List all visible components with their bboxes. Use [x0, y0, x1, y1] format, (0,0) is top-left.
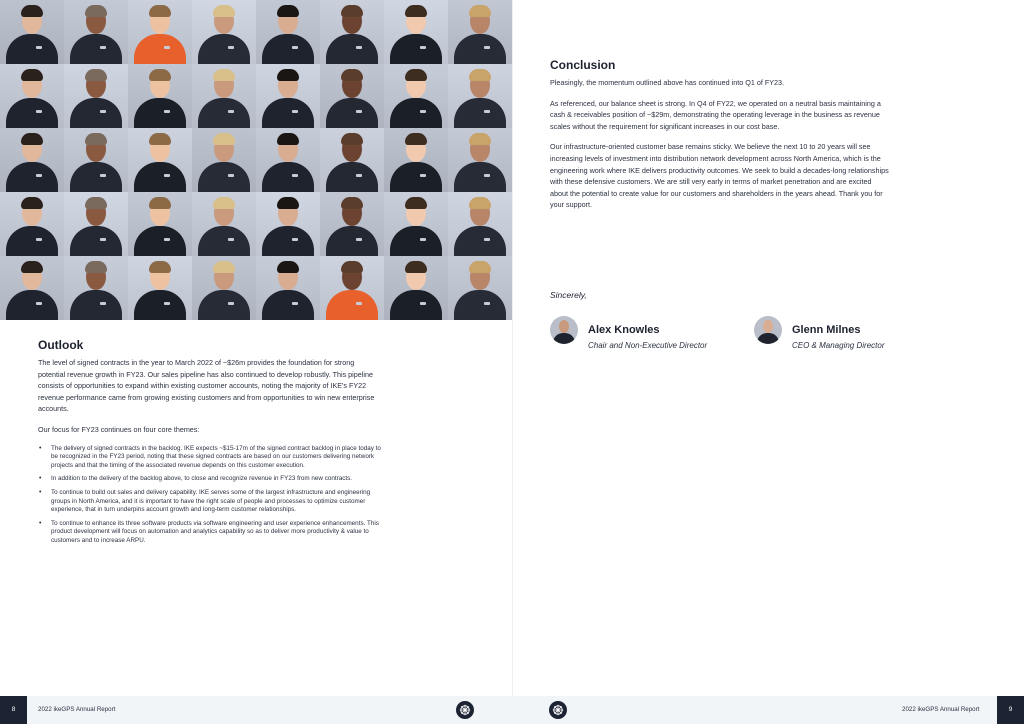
team-portrait: [384, 256, 448, 320]
bullet-icon: •: [39, 519, 42, 527]
list-item-text: To continue to enhance its three software products via software engineering and user experience enhancements. This product development will focus on automation and analytics capability so as to deliver more productivity & value to customers and to increase ARPU.: [51, 519, 379, 544]
compass-logo-icon: [549, 701, 567, 719]
team-portrait: [320, 128, 384, 192]
team-portrait: [128, 0, 192, 64]
team-portrait: [384, 128, 448, 192]
outlook-paragraph-1: The level of signed contracts in the year to March 2022 of ~$26m provides the foundation for strong potential revenue growth in FY23. Our sales pipeline has also continued to develop robustly. This pipeline consists of opportunities to expand within existing customer accounts, noting the majority of IKE's FY22 revenue performance came from growing existing customers and from opportunities to win new enterprise accounts.: [38, 358, 375, 414]
team-photo-grid: [0, 0, 512, 320]
team-portrait: [64, 0, 128, 64]
team-portrait: [128, 64, 192, 128]
team-portrait: [0, 256, 64, 320]
team-portrait: [256, 128, 320, 192]
team-portrait: [192, 64, 256, 128]
list-item-text: The delivery of signed contracts in the backlog. IKE expects ~$15-17m of the signed contract backlog in place today to be recognized in the FY23 period, noting that these signed contracts are based on our customers delivering network projects and that the timing of the associated revenue depends on this customer execution.: [51, 444, 381, 469]
page-number-right: 9: [997, 696, 1024, 724]
team-portrait: [128, 192, 192, 256]
team-portrait: [0, 0, 64, 64]
team-portrait: [256, 64, 320, 128]
team-portrait: [320, 192, 384, 256]
team-portrait: [384, 64, 448, 128]
footer-report-title-left: 2022 ikeGPS Annual Report: [38, 706, 116, 713]
conclusion-paragraph-3: Our infrastructure-oriented customer base remains sticky. We believe the next 10 to 20 years will see increasing levels of investment into distribution network development across North America, which is the engineering work where IKE delivers productivity outcomes. We seek to build a decades-long relationships with these defensive customers. We are still very early in terms of market penetration and are excited about the potential to create value for our customers and shareholders in the years ahead. Thank you for your support.: [550, 142, 889, 210]
team-portrait: [192, 256, 256, 320]
team-portrait: [448, 64, 512, 128]
list-item-text: In addition to the delivery of the backlog above, to close and recognize revenue in FY23 from new contracts.: [51, 475, 353, 483]
team-portrait: [192, 0, 256, 64]
signatory-title: Chair and Non-Executive Director: [588, 341, 708, 350]
footer-report-title-right: 2022 ikeGPS Annual Report: [902, 706, 980, 713]
sincerely-text: Sincerely,: [550, 290, 587, 300]
team-portrait: [384, 0, 448, 64]
team-portrait: [448, 256, 512, 320]
compass-logo-icon: [456, 701, 474, 719]
signatory-glenn-milnes: [754, 316, 954, 348]
team-portrait: [448, 0, 512, 64]
outlook-section: [38, 338, 383, 551]
bullet-icon: •: [39, 444, 42, 452]
team-portrait: [256, 192, 320, 256]
team-portrait: [0, 128, 64, 192]
list-item: [38, 475, 383, 484]
team-portrait: [192, 128, 256, 192]
avatar: [550, 316, 578, 344]
team-portrait: [256, 256, 320, 320]
team-portrait: [448, 128, 512, 192]
avatar: [754, 316, 782, 344]
list-item: [38, 489, 383, 515]
conclusion-section: [550, 58, 890, 220]
team-portrait: [192, 192, 256, 256]
team-portrait: [320, 0, 384, 64]
team-portrait: [64, 64, 128, 128]
page-footer: [0, 696, 1024, 724]
outlook-themes-list: [38, 445, 383, 546]
team-portrait: [256, 0, 320, 64]
list-item-text: To continue to build out sales and delivery capability. IKE serves some of the largest infrastructure and engineering groups in North America, and it is important to have the right scale of people and processes to optimize customer experience, that in turn underpins account growth and long-term customer relationships.: [51, 488, 371, 514]
team-portrait: [128, 256, 192, 320]
signatory-name: Glenn Milnes: [792, 324, 861, 336]
signatory-title: CEO & Managing Director: [792, 341, 885, 350]
outlook-heading: Outlook: [38, 338, 84, 352]
page-number-left: 8: [0, 696, 27, 724]
outlook-paragraph-2: Our focus for FY23 continues on four core themes:: [38, 424, 200, 434]
team-portrait: [0, 64, 64, 128]
team-portrait: [64, 192, 128, 256]
team-portrait: [64, 256, 128, 320]
signatory-name: Alex Knowles: [588, 324, 660, 336]
conclusion-paragraph-1: Pleasingly, the momentum outlined above has continued into Q1 of FY23.: [550, 78, 784, 87]
signatory-alex-knowles: [550, 316, 750, 348]
team-portrait: [384, 192, 448, 256]
team-portrait: [0, 192, 64, 256]
bullet-icon: •: [39, 488, 42, 496]
team-portrait: [320, 256, 384, 320]
team-portrait: [64, 128, 128, 192]
conclusion-heading: Conclusion: [550, 58, 616, 72]
list-item: [38, 445, 383, 471]
bullet-icon: •: [39, 475, 42, 483]
team-portrait: [448, 192, 512, 256]
list-item: [38, 520, 383, 546]
team-portrait: [128, 128, 192, 192]
team-portrait: [320, 64, 384, 128]
conclusion-paragraph-2: As referenced, our balance sheet is strong. In Q4 of FY22, we operated on a neutral basis maintaining a cash & receivables position of ~$29m, demonstrating the operating leverage in the business as revenue scales without the requirement for significant increases in our cost base.: [550, 98, 881, 131]
